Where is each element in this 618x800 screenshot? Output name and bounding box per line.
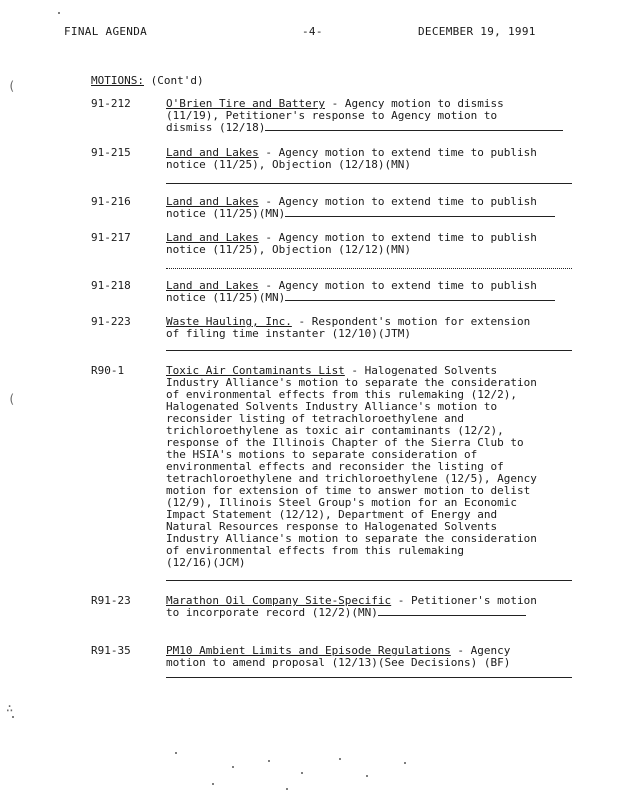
entry-line: of filing time instanter (12/10)(JTM) xyxy=(166,327,412,340)
entry-line: - Agency xyxy=(450,644,511,657)
entry-title: Land and Lakes xyxy=(166,279,259,292)
entry-line: (11/19), Petitioner's response to Agency motion to xyxy=(166,109,498,122)
scan-speck xyxy=(268,760,270,762)
entry-title: PM10 Ambient Limits and Episode Regulations xyxy=(166,644,451,657)
entry-line: Industry Alliance's motion to separate the consideration xyxy=(166,376,537,389)
entry-text xyxy=(166,280,576,304)
scan-speck xyxy=(404,762,406,764)
scan-speck xyxy=(12,716,14,718)
entry-line: (12/16)(JCM) xyxy=(166,556,246,569)
section-title: MOTIONS: xyxy=(91,74,144,87)
entry-line: notice (11/25), Objection (12/12)(MN) xyxy=(166,243,412,256)
entry-text xyxy=(166,196,576,220)
scan-speck xyxy=(301,772,303,774)
entry-line: - Agency motion to extend time to publish xyxy=(258,231,537,244)
fill-line xyxy=(378,607,526,616)
entry-line: motion for extension of time to answer motion to delist xyxy=(166,484,531,497)
entry-number: 91-218 xyxy=(91,279,131,292)
entry-title: O'Brien Tire and Battery xyxy=(166,97,325,110)
separator-rule xyxy=(166,183,572,184)
entry-number: R90-1 xyxy=(91,364,125,377)
entry-title: Land and Lakes xyxy=(166,146,259,159)
scan-speck xyxy=(175,752,177,754)
entry-line: trichloroethylene as toxic air contaminants (12/2), xyxy=(166,424,504,437)
entry-line: of environmental effects from this rulemaking (12/2), xyxy=(166,388,517,401)
fill-line xyxy=(285,208,555,217)
entry-line: - Agency motion to extend time to publish xyxy=(258,146,537,159)
entry-line: tetrachloroethylene and trichloroethylene (12/5), Agency xyxy=(166,472,537,485)
scan-speck xyxy=(339,758,341,760)
entry-text xyxy=(166,365,576,569)
entry-line: - Petitioner's motion xyxy=(391,594,537,607)
entry-number: R91-23 xyxy=(91,594,131,607)
header-date: DECEMBER 19, 1991 xyxy=(418,25,536,38)
entry-line: environmental effects and reconsider the listing of xyxy=(166,460,504,473)
scan-mark: ( xyxy=(8,79,16,93)
entry-line: motion to amend proposal (12/13)(See Decisions) (BF) xyxy=(166,656,511,669)
scan-speck xyxy=(286,788,288,790)
entry-line: - Halogenated Solvents xyxy=(344,364,498,377)
fill-line xyxy=(285,292,555,301)
entry-line: notice (11/25)(MN) xyxy=(166,207,286,220)
entry-line: dismiss (12/18) xyxy=(166,121,266,134)
fill-line xyxy=(265,122,563,131)
entry-title: Marathon Oil Company Site-Specific xyxy=(166,594,392,607)
scan-speck xyxy=(232,766,234,768)
entry-text xyxy=(166,316,576,340)
separator-rule xyxy=(166,350,572,351)
scan-mark: ∴ xyxy=(6,701,14,715)
entry-line: notice (11/25)(MN) xyxy=(166,291,286,304)
entry-line: Impact Statement (12/12), Department of Energy and xyxy=(166,508,498,521)
entry-line: (12/9), Illinois Steel Group's motion for an Economic xyxy=(166,496,517,509)
entry-number: 91-212 xyxy=(91,97,131,110)
entry-number: 91-223 xyxy=(91,315,131,328)
section-suffix: (Cont'd) xyxy=(150,74,204,87)
entry-number: 91-216 xyxy=(91,195,131,208)
scan-speck xyxy=(212,783,214,785)
entry-line: Industry Alliance's motion to separate the consideration xyxy=(166,532,537,545)
entry-line: - Agency motion to extend time to publish xyxy=(258,279,537,292)
entry-text xyxy=(166,232,576,256)
entry-title: Waste Hauling, Inc. xyxy=(166,315,292,328)
entry-text xyxy=(166,595,576,619)
entry-line: - Agency motion to extend time to publish xyxy=(258,195,537,208)
section-heading xyxy=(91,75,204,87)
entry-line: notice (11/25), Objection (12/18)(MN) xyxy=(166,158,412,171)
entry-line: response of the Illinois Chapter of the Sierra Club to xyxy=(166,436,524,449)
entry-line: to incorporate record (12/2)(MN) xyxy=(166,606,378,619)
entry-title: Land and Lakes xyxy=(166,195,259,208)
entry-title: Land and Lakes xyxy=(166,231,259,244)
entry-number: 91-217 xyxy=(91,231,131,244)
entry-text xyxy=(166,645,576,669)
entry-title: Toxic Air Contaminants List xyxy=(166,364,345,377)
entry-line: reconsider listing of tetrachloroethylene and xyxy=(166,412,465,425)
entry-line: the HSIA's motions to separate consideration of xyxy=(166,448,478,461)
entry-line: of environmental effects from this rulemaking xyxy=(166,544,465,557)
entry-line: - Respondent's motion for extension xyxy=(291,315,531,328)
separator-rule xyxy=(166,580,572,581)
entry-number: 91-215 xyxy=(91,146,131,159)
entry-text xyxy=(166,147,576,171)
separator-rule xyxy=(166,677,572,678)
header-page-number: -4- xyxy=(302,25,323,38)
entry-line: Halogenated Solvents Industry Alliance's motion to xyxy=(166,400,498,413)
entry-line: Natural Resources response to Halogenated Solvents xyxy=(166,520,498,533)
entry-text xyxy=(166,98,576,134)
scan-mark: ( xyxy=(8,392,16,406)
scan-speck xyxy=(366,775,368,777)
scan-speck xyxy=(58,12,60,14)
entry-line: - Agency motion to dismiss xyxy=(324,97,504,110)
separator-rule xyxy=(166,268,572,269)
header-left: FINAL AGENDA xyxy=(64,25,148,38)
entry-number: R91-35 xyxy=(91,644,131,657)
